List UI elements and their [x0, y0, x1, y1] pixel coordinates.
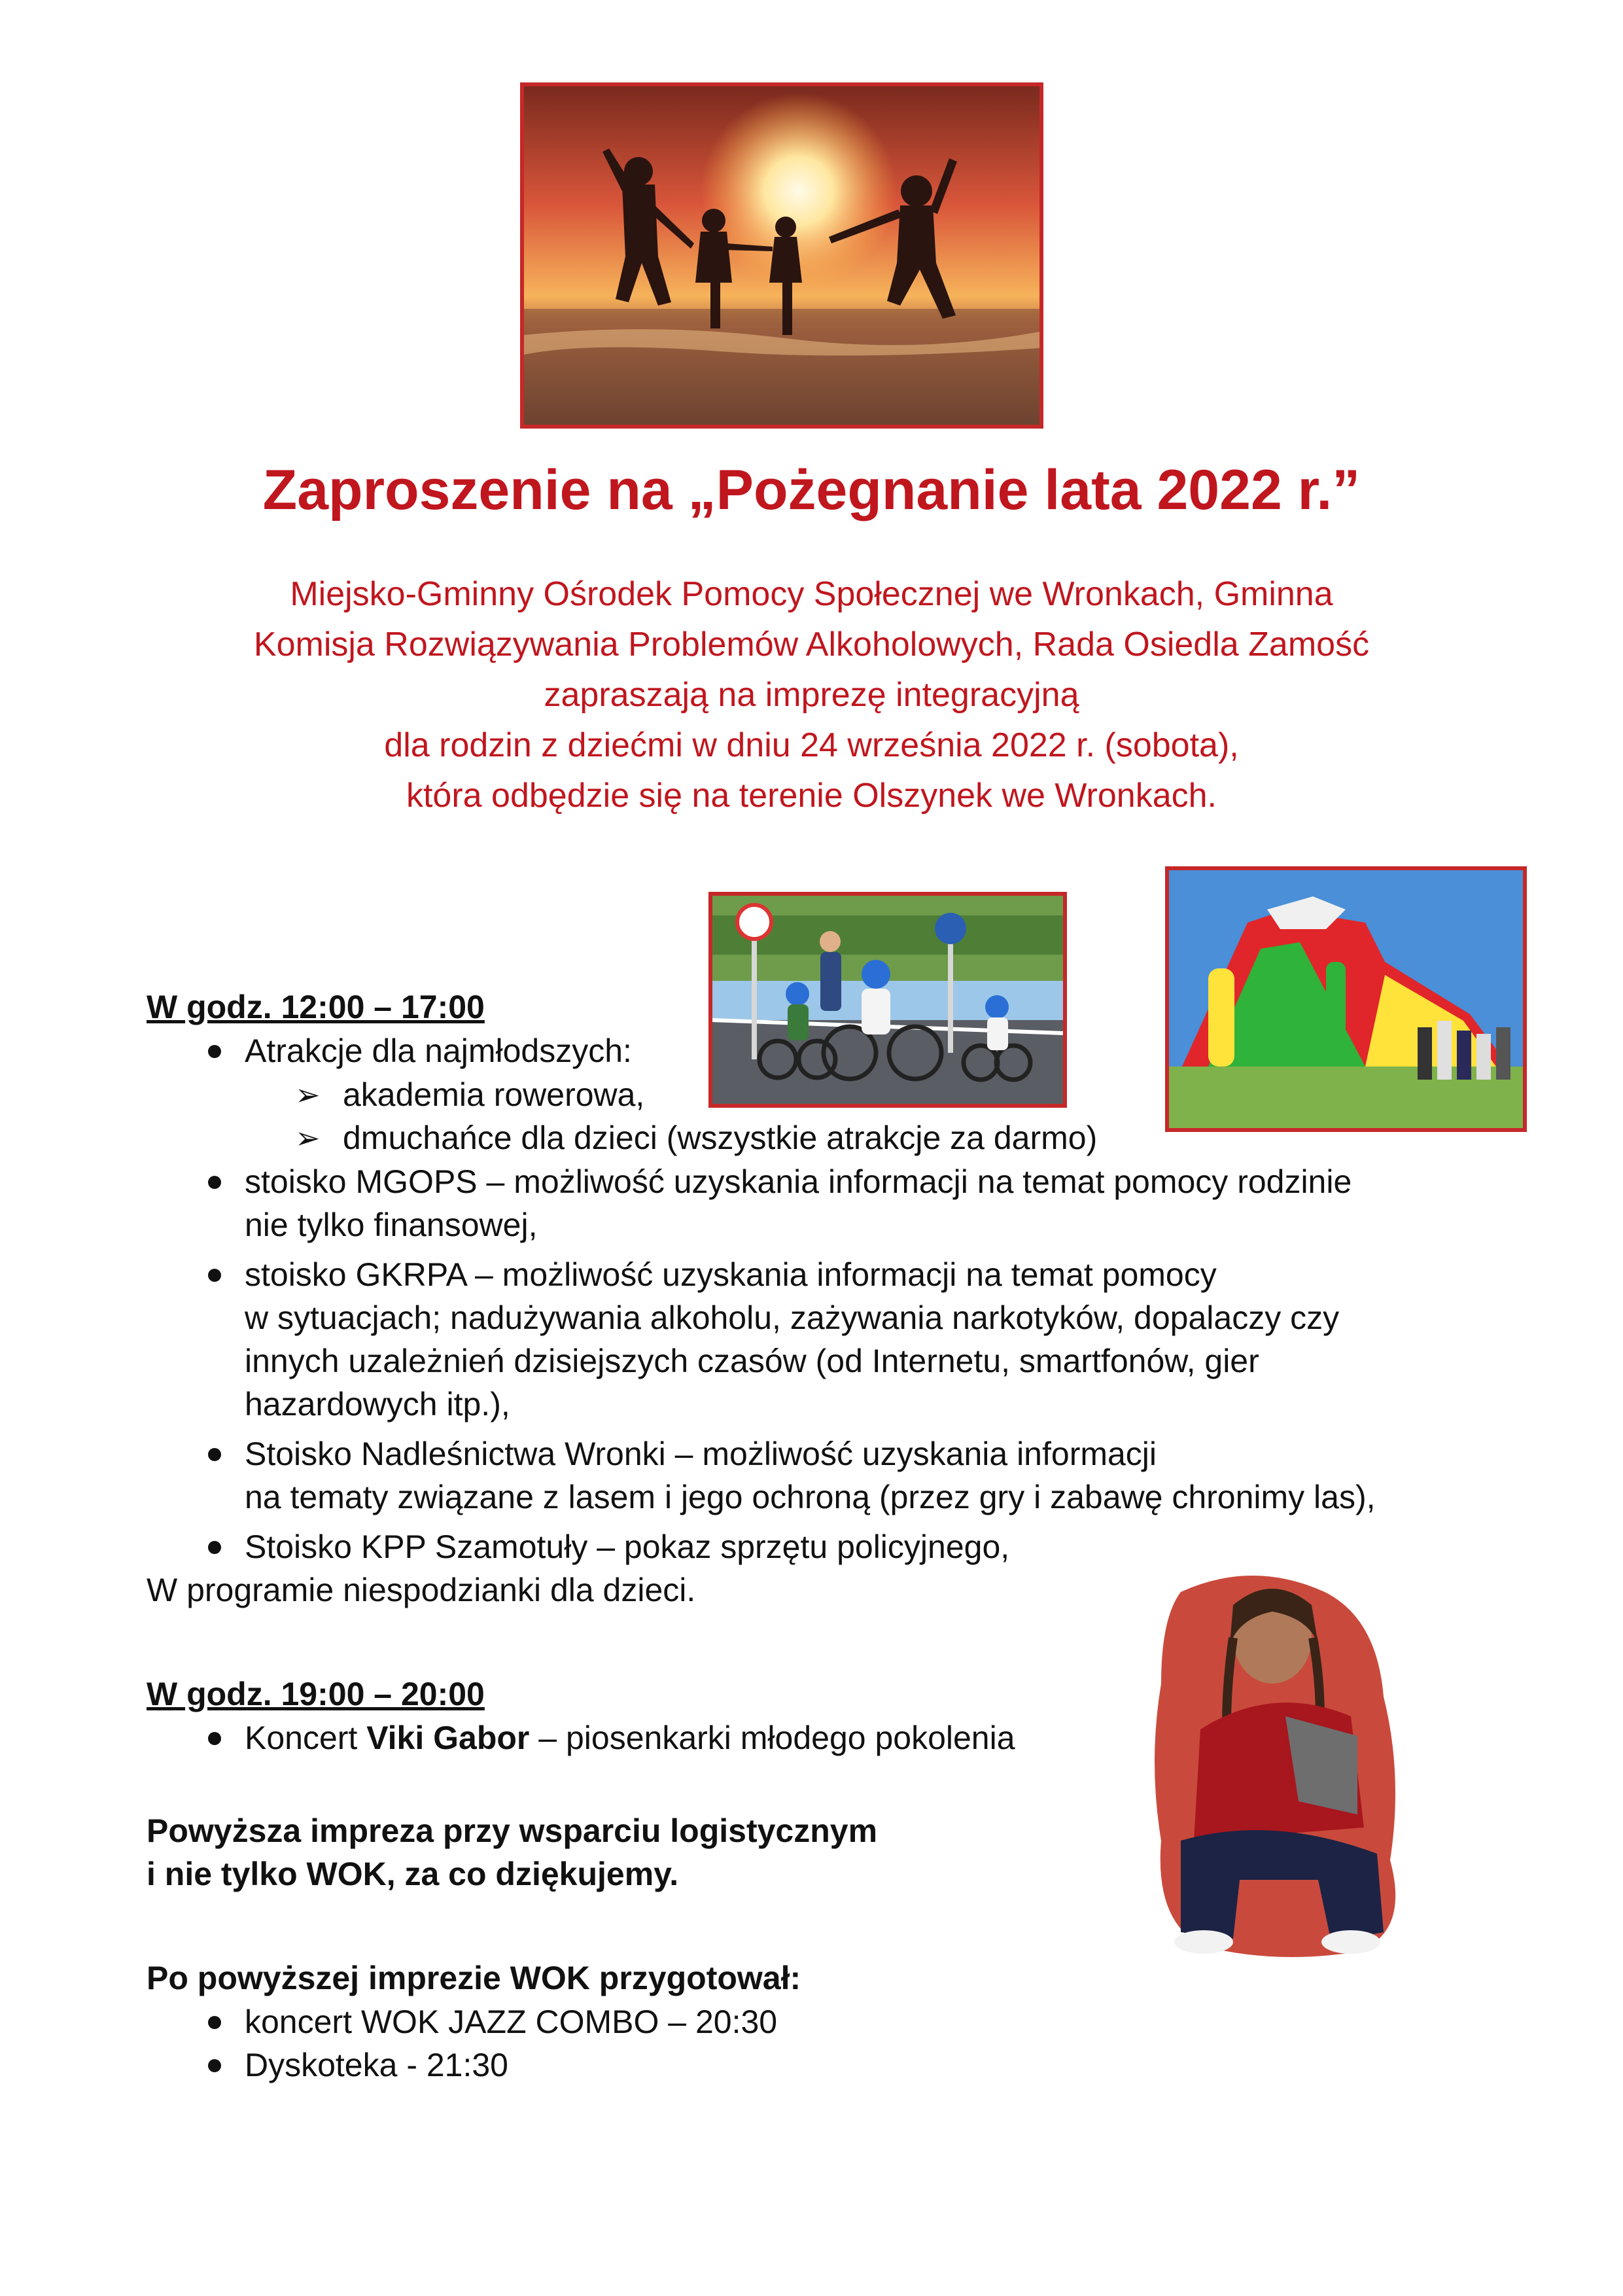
stoisko-gkrpa-line: stoisko GKRPA – możliwość uzyskania informacji na temat pomocy: [245, 1256, 1217, 1293]
intro-line: Komisja Rozwiązywania Problemów Alkoholowych, Rada Osiedla Zamość: [253, 626, 1370, 663]
bullet-icon: [208, 1541, 221, 1554]
singer-portrait: [1142, 1566, 1416, 1958]
concert-item: [245, 1716, 1015, 1759]
stoisko-nadlesnictwa-line: Stoisko Nadleśnictwa Wronki – możliwość uzyskania informacji: [245, 1436, 1157, 1472]
arrow-bullet-icon: ➢: [295, 1121, 321, 1155]
after-event-item: Dyskoteka - 21:30: [245, 2047, 508, 2083]
stoisko-mgops-line: nie tylko finansowej,: [245, 1207, 538, 1243]
stoisko-nadlesnictwa-line: na tematy związane z lasem i jego ochroną (przez gry i zabawę chronimy las),: [245, 1479, 1376, 1515]
bullet-icon: [208, 2059, 221, 2072]
bullet-icon: [208, 2016, 221, 2029]
inflatable-slide-photo: [1165, 866, 1527, 1132]
intro-line: zapraszają na imprezę integracyjną: [544, 676, 1079, 714]
after-event-item: koncert WOK JAZZ COMBO – 20:30: [245, 2004, 778, 2040]
sub-item-bike-academy: akademia rowerowa,: [343, 1076, 645, 1113]
concert-suffix: – piosenkarki młodego pokolenia: [529, 1720, 1015, 1756]
stoisko-gkrpa-line: w sytuacjach; nadużywania alkoholu, zażywania narkotyków, dopalaczy czy: [245, 1299, 1340, 1336]
attractions-label: Atrakcje dla najmłodszych:: [245, 1033, 632, 1069]
intro-paragraph: [92, 569, 1531, 821]
program-note: W programie niespodzianki dla dzieci.: [147, 1572, 696, 1608]
bullet-icon: [208, 1269, 221, 1282]
stoisko-mgops-line: stoisko MGOPS – możliwość uzyskania informacji na temat pomocy rodzinie: [245, 1163, 1352, 1200]
stoisko-gkrpa-line: innych uzależnień dzisiejszych czasów (od Internetu, smartfonów, gier: [245, 1343, 1259, 1379]
concert-artist: Viki Gabor: [366, 1720, 530, 1756]
bullet-icon: [208, 1732, 221, 1745]
support-line: Powyższa impreza przy wsparciu logistycznym: [147, 1812, 878, 1849]
intro-line: dla rodzin z dziećmi w dniu 24 września 2022 r. (sobota),: [384, 726, 1239, 764]
concert-prefix: Koncert: [245, 1720, 367, 1756]
after-event-heading: Po powyższej imprezie WOK przygotował:: [147, 1960, 801, 1996]
stoisko-gkrpa-line: hazardowych itp.),: [245, 1386, 510, 1422]
arrow-bullet-icon: ➢: [295, 1078, 321, 1112]
bullet-icon: [208, 1448, 221, 1461]
intro-line: która odbędzie się na terenie Olszynek we Wronkach.: [406, 777, 1217, 815]
sunset-family-photo: [520, 82, 1043, 429]
bullet-icon: [208, 1045, 221, 1058]
intro-line: Miejsko-Gminny Ośrodek Pomocy Społecznej we Wronkach, Gminna: [290, 575, 1333, 613]
sub-item-inflatables: dmuchańce dla dzieci (wszystkie atrakcje za darmo): [343, 1120, 1098, 1156]
page-title: Zaproszenie na „Pożegnanie lata 2022 r.”: [262, 459, 1361, 521]
bullet-icon: [208, 1176, 221, 1189]
section-heading-evening: W godz. 19:00 – 20:00: [147, 1676, 485, 1712]
section-heading-daytime: W godz. 12:00 – 17:00: [147, 989, 485, 1025]
bike-academy-photo: [708, 892, 1067, 1108]
support-line: i nie tylko WOK, za co dziękujemy.: [147, 1856, 679, 1892]
stoisko-kpp-line: Stoisko KPP Szamotuły – pokaz sprzętu policyjnego,: [245, 1528, 1010, 1565]
